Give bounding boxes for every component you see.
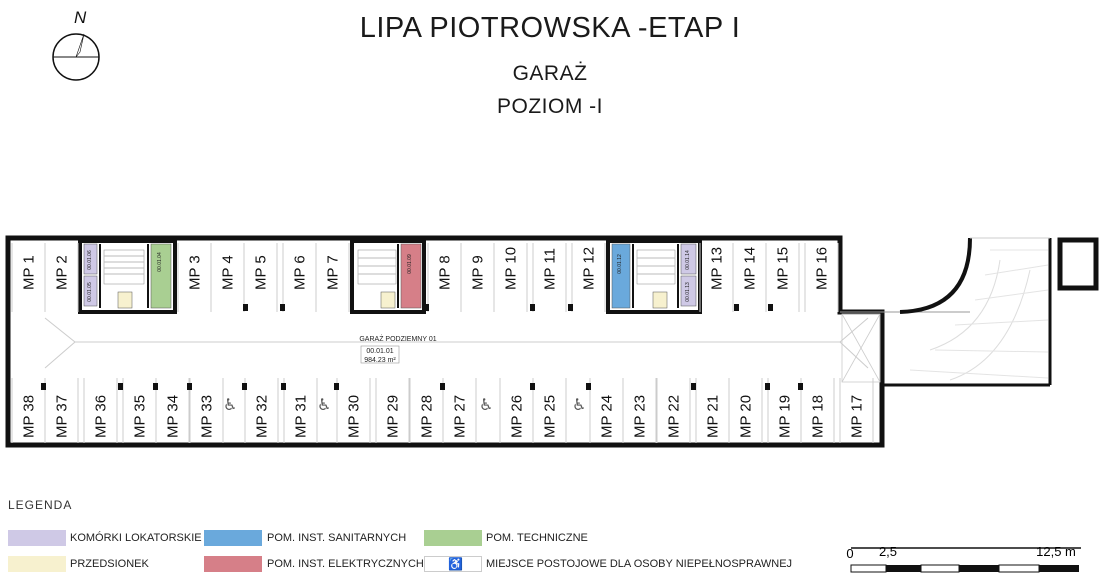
parking-spot-label: MP 8 — [436, 255, 454, 290]
service-block-3 — [608, 241, 700, 312]
parking-spot[interactable] — [461, 243, 494, 312]
scale-mid: 2,5 — [878, 544, 898, 559]
parking-spot[interactable] — [337, 378, 370, 443]
wheelchair-icon: ♿ — [479, 395, 494, 414]
legend-label-technical: POM. TECHNICZNE — [486, 532, 588, 544]
parking-spot[interactable] — [801, 378, 834, 443]
parking-spot-label: MP 21 — [704, 394, 722, 438]
parking-spot[interactable] — [729, 378, 762, 443]
pillar — [586, 383, 591, 390]
parking-spot-label: MP 17 — [848, 394, 866, 438]
scale-end: 12,5 m — [1036, 544, 1076, 559]
service-block-2 — [352, 241, 424, 312]
pillar — [187, 383, 192, 390]
parking-spot[interactable] — [623, 378, 656, 443]
scale-bar — [846, 544, 1081, 572]
parking-spot[interactable] — [443, 378, 476, 443]
parking-spot-label: MP 6 — [291, 255, 309, 290]
page-title: LIPA PIOTROWSKA -ETAP I — [359, 12, 741, 44]
svg-text:00.01.05: 00.01.05 — [87, 282, 93, 302]
parking-spot-label: MP 31 — [292, 394, 310, 438]
legend-swatch-disabled — [424, 556, 482, 572]
garage-area-label: 984.23 m² — [364, 357, 396, 364]
svg-text:00.01.06: 00.01.06 — [87, 250, 93, 270]
page-subtitle-level: POZIOM -I — [497, 95, 603, 118]
pillar — [153, 383, 158, 390]
parking-spot[interactable] — [428, 243, 461, 312]
parking-spot-label: MP 4 — [219, 255, 237, 290]
parking-spot[interactable] — [533, 378, 566, 443]
drive-aisle — [45, 318, 868, 368]
parking-spot[interactable] — [590, 378, 623, 443]
parking-spot-label: MP 38 — [20, 394, 38, 438]
pillar — [734, 304, 739, 311]
parking-spot-label: MP 3 — [186, 255, 204, 290]
parking-spot[interactable] — [376, 378, 409, 443]
parking-spot-label: MP 37 — [53, 394, 71, 438]
parking-spot[interactable] — [84, 378, 117, 443]
parking-spot[interactable] — [190, 378, 223, 443]
legend-swatch-vestibule — [8, 556, 66, 572]
pillar — [41, 383, 46, 390]
page-subtitle-garage: GARAŻ — [512, 62, 588, 85]
pillar — [280, 304, 285, 311]
svg-text:00.01.13: 00.01.13 — [685, 282, 691, 302]
parking-spot[interactable] — [766, 243, 799, 312]
parking-spot[interactable] — [45, 243, 78, 312]
legend-swatch-technical — [424, 530, 482, 546]
parking-spot[interactable] — [211, 243, 244, 312]
parking-spot[interactable] — [805, 243, 838, 312]
parking-spot[interactable] — [283, 243, 316, 312]
parking-spot-label: MP 33 — [198, 394, 216, 438]
parking-spot-label: MP 10 — [502, 246, 520, 290]
parking-spot-label: MP 1 — [20, 255, 38, 290]
parking-spot[interactable] — [840, 378, 873, 443]
parking-spot-label: MP 11 — [541, 248, 559, 290]
parking-spot[interactable] — [12, 378, 45, 443]
parking-spot[interactable] — [733, 243, 766, 312]
svg-text:00.01.04: 00.01.04 — [157, 252, 163, 272]
pillar — [568, 304, 573, 311]
parking-spot-label: MP 28 — [418, 394, 436, 438]
parking-spot-label: MP 26 — [508, 394, 526, 438]
parking-spot[interactable] — [494, 243, 527, 312]
parking-spot-label: MP 2 — [53, 255, 71, 290]
svg-text:00.01.09: 00.01.09 — [407, 254, 413, 274]
parking-spot-label: MP 30 — [345, 394, 363, 438]
wheelchair-icon: ♿ — [223, 395, 238, 414]
parking-row-bottom — [12, 378, 873, 443]
parking-spot[interactable] — [657, 378, 690, 443]
parking-spot-label: MP 22 — [665, 394, 683, 438]
legend-label-disabled: MIEJSCE POSTOJOWE DLA OSOBY NIEPEŁNOSPRAWNEJ — [486, 558, 793, 570]
svg-text:00.01.12: 00.01.12 — [617, 254, 623, 274]
parking-spot-label: MP 27 — [451, 394, 469, 438]
parking-spot-label: MP 23 — [631, 394, 649, 438]
ramp-area — [840, 238, 1050, 385]
parking-spot[interactable] — [284, 378, 317, 443]
wheelchair-icon: ♿ — [572, 395, 587, 414]
pillar — [281, 383, 286, 390]
legend-label-storage: KOMÓRKI LOKATORSKIE — [70, 532, 202, 544]
parking-spot[interactable] — [45, 378, 78, 443]
pillar — [530, 304, 535, 311]
garage-code-label: 00.01.01 — [366, 348, 394, 355]
parking-spot-label: MP 13 — [708, 246, 726, 290]
parking-spot-label: MP 14 — [741, 246, 759, 290]
parking-spot-label: MP 18 — [809, 394, 827, 438]
parking-spot[interactable] — [500, 378, 533, 443]
garage-name-label: GARAŻ PODZIEMNY 01 — [359, 336, 437, 343]
pillar — [440, 383, 445, 390]
parking-spot-label: MP 20 — [737, 394, 755, 438]
parking-spot[interactable] — [696, 378, 729, 443]
wheelchair-icon: ♿ — [317, 395, 332, 414]
legend-label-vestibule: PRZEDSIONEK — [70, 558, 149, 570]
parking-spot-label: MP 15 — [774, 246, 792, 290]
pillar — [798, 383, 803, 390]
parking-spot[interactable] — [245, 378, 278, 443]
parking-spot-label: MP 32 — [253, 394, 271, 438]
parking-spot-label: MP 25 — [541, 394, 559, 438]
compass-icon — [53, 34, 99, 80]
parking-spot-label: MP 9 — [469, 255, 487, 290]
parking-spot[interactable] — [768, 378, 801, 443]
parking-spot[interactable] — [316, 243, 349, 312]
parking-spot-label: MP 5 — [252, 255, 270, 290]
parking-spot[interactable] — [123, 378, 156, 443]
pillar — [243, 304, 248, 311]
parking-spot[interactable] — [410, 378, 443, 443]
legend-swatch-storage — [8, 530, 66, 546]
parking-spot-label: MP 7 — [324, 255, 342, 290]
service-block-1 — [80, 241, 175, 312]
annex-shaft — [1060, 240, 1096, 288]
legend-label-electrical: POM. INST. ELEKTRYCZNYCH — [267, 558, 424, 570]
legend-title: LEGENDA — [8, 498, 73, 512]
parking-spot-label: MP 19 — [776, 394, 794, 438]
parking-spot[interactable] — [244, 243, 277, 312]
wheelchair-icon: ♿ — [448, 557, 463, 571]
parking-spot-label: MP 34 — [164, 394, 182, 438]
pillar — [691, 383, 696, 390]
legend-swatch-electrical — [204, 556, 262, 572]
pillar — [118, 383, 123, 390]
pillar — [424, 304, 429, 311]
parking-spot-label: MP 36 — [92, 394, 110, 438]
legend-label-sanitary: POM. INST. SANITARNYCH — [267, 532, 407, 544]
parking-spot-label: MP 12 — [580, 246, 598, 290]
parking-spot[interactable] — [572, 243, 605, 312]
compass-north-label: N — [74, 8, 87, 27]
pillar — [242, 383, 247, 390]
parking-spot[interactable] — [178, 243, 211, 312]
parking-spot-label: MP 29 — [384, 394, 402, 438]
parking-spot[interactable] — [533, 243, 566, 312]
pillar — [334, 383, 339, 390]
parking-spot-label: MP 24 — [598, 394, 616, 438]
parking-spot-label: MP 16 — [813, 246, 831, 290]
parking-spot[interactable] — [156, 378, 189, 443]
parking-spot[interactable] — [12, 243, 45, 312]
pillar — [768, 304, 773, 311]
scale-start: 0 — [846, 546, 854, 561]
legend-swatch-sanitary — [204, 530, 262, 546]
pillar — [530, 383, 535, 390]
pillar — [765, 383, 770, 390]
svg-text:00.01.14: 00.01.14 — [685, 250, 691, 270]
parking-spot[interactable] — [700, 243, 733, 312]
parking-spot-label: MP 35 — [131, 394, 149, 438]
